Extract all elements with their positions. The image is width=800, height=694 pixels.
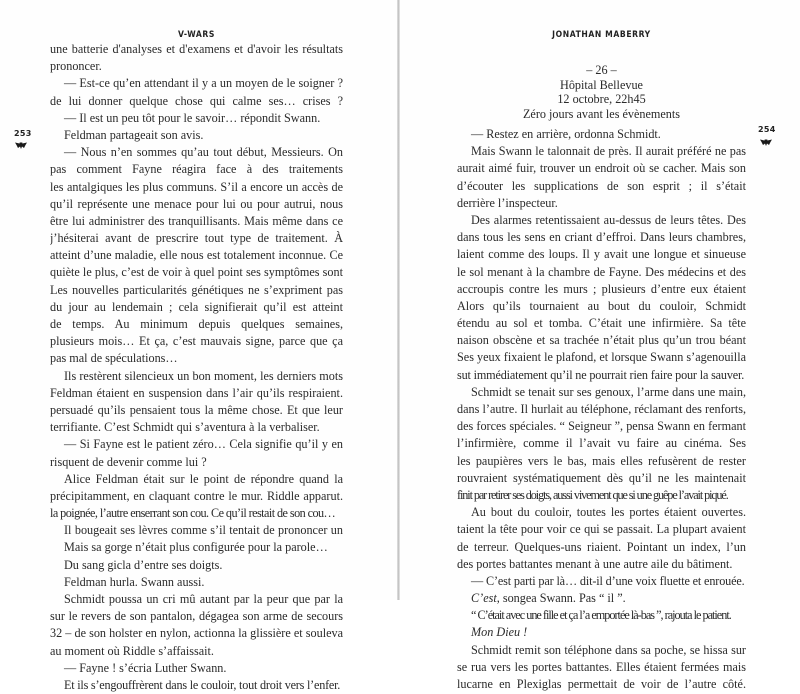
text-line: prononcer. [50, 59, 102, 74]
text-line: le sol menant à la chambre de Fayne. Des médecins et des [457, 264, 746, 279]
italic-text: Mon Dieu ! [471, 625, 528, 640]
text-line: persuadé qu’ils pensaient tous la même chose. Et que leur [50, 402, 343, 417]
text-line: Feldman étaient en suspension dans l’air qu’ils respiraient. [50, 385, 343, 400]
running-head-left: V-WARS [177, 30, 216, 40]
text-line: de lui donner quelque chose qui calme ses… crises ? [50, 93, 343, 108]
text-line: 32 – de son holster en nylon, actionna la glissière et souleva [50, 626, 343, 641]
text-line: aurait aimé fuir, trouver un endroit où se cacher. Mais son [457, 161, 746, 176]
chapter-location: Hôpital Bellevue [560, 77, 643, 92]
running-head-right: JONATHAN MABERRY [552, 30, 651, 40]
text-line: Et ils s’engouffrèrent dans le couloir, tout droit vers l’enfer. [64, 677, 341, 692]
text-line: des forces spéciales. “ Seigneur ”, pensa Swann en fermant [457, 419, 746, 434]
text-line: finit par retirer ses doigts, aussi vivement que si une guêpe l’avait piqué. [457, 487, 728, 502]
text-line: taient la tête pour voir ce qui se passait. La plupart avaient [457, 522, 746, 537]
text-line: les paupières vers le bas, mais elles refusèrent de rester [457, 453, 746, 468]
text-line: risquent de devenir comme lui ? [50, 454, 207, 469]
text-line: derrière l’inspecteur. [457, 195, 558, 210]
left-page [0, 0, 400, 692]
text-line: Les nouvelles particularités génétiques ne s’expriment pas [50, 282, 343, 297]
text-line: du jour au lendemain ; cela signifierait qu’il est atteint [50, 299, 343, 314]
chapter-number: – 26 – [586, 63, 617, 77]
text-line: — Nous n’en sommes qu’au tout début, Messieurs. On [64, 145, 343, 160]
text-line: étendu au sol et tomba. C’était une infirmière. Sa tête [457, 316, 746, 331]
text-line: de terreur. Quelques-uns riaient. Pointant un index, l’un [457, 539, 746, 554]
text-line: sur le revers de son pantalon, dégagea son arme de secours [50, 609, 343, 624]
text-line: Il bougeait ses lèvres comme s’il tentait de prononcer un [64, 523, 343, 538]
left-body-text [50, 41, 343, 694]
text-line: se rua vers les portes battantes. Elles étaient fermées mais [457, 659, 746, 674]
text-line: accroupis contre les murs ; plusieurs d’entre eux étaient [457, 281, 746, 296]
text-line: Au bout du couloir, toutes les portes étaient ouvertes. [471, 505, 746, 520]
text-line: atteint d’une maladie, elle nous est totalement inconnue. Ce [50, 248, 343, 263]
text-line: Du sang gicla d’entre ses doigts. [64, 557, 223, 572]
italic-text: C’est [471, 591, 497, 606]
chapter-countdown: Zéro jours avant les évènements [522, 106, 681, 121]
text-line: Des alarmes retentissaient au-dessus de leurs têtes. Des [471, 212, 746, 227]
page-number-left: 253 [14, 129, 32, 138]
text-line: terrifiante. C’est Schmidt qui s’aventura à la verbaliser. [50, 420, 320, 435]
text-line: Schmidt se tenait sur ses genoux, l’arme dans une main, [471, 384, 746, 399]
text-line: une batterie d'analyses et d'examens et d'avoir les résultats [50, 42, 343, 56]
text-line: pas mal de spéculations… [50, 351, 178, 366]
text-line: précipitamment, en claquant contre le mur. Riddle apparut. [50, 488, 343, 503]
text-line: — C’est parti par là… dit-il d’une voix fluette et enrouée. [471, 573, 745, 588]
text-span: , songea Swann. Pas “ il ”. [496, 591, 626, 606]
text-line: sut immédiatement qu’il ne pourrait rien faire pour la sauver. [457, 367, 745, 382]
text-line: au moment où Riddle s’affaissait. [50, 643, 214, 658]
text-line: — Fayne ! s’écria Luther Swann. [64, 660, 227, 675]
text-line: d’écouter les supplications de son esprit ; il s’était [457, 178, 746, 193]
text-line: quiète le plus, c’est de voir à quel point ses symptômes sont [50, 265, 343, 280]
bat-icon [15, 142, 27, 149]
text-line: laient comme des loups. Il y avait une longue et sinueuse [457, 247, 746, 262]
chapter-heading [457, 63, 746, 121]
text-line: l’infirmière, comme il l’avait vu faire au cinéma. Ses [457, 436, 746, 451]
right-page [400, 0, 800, 691]
text-line: dans tous les sens en criant d’effroi. Dans leurs chambres, [457, 230, 746, 245]
text-line: des portes battantes menant à une autre aile du bâtiment. [457, 556, 733, 571]
text-line: lucarne en Plexiglas permettait de voir de l’autre côté. [457, 677, 746, 691]
text-line: Mais Swann le talonnait de près. Il aurait préféré ne pas [471, 144, 746, 159]
text-line: — Est-ce qu’en attendant il y a un moyen de le soigner ? [64, 76, 343, 91]
chapter-datetime: 12 octobre, 22h45 [557, 92, 646, 107]
text-line: — Si Fayne est le patient zéro… Cela signifie qu’il y en [64, 437, 343, 452]
text-line: pas comment Fayne réagira face à des traitements [50, 162, 343, 177]
bat-icon [760, 139, 772, 146]
text-line: — Restez en arrière, ordonna Schmidt. [471, 127, 661, 141]
text-line: naison obscène et sa trachée n’était plus qu’un trou béant [457, 333, 746, 348]
text-line: Ses yeux fixaient le plafond, et lorsque Swann s’agenouilla [457, 350, 746, 365]
text-line: Alors qu’ils tournaient au bout du couloir, Schmidt [457, 298, 746, 313]
text-line: Schmidt poussa un cri mû autant par la peur que par la [64, 592, 343, 606]
text-line: être lui administrer des tranquillisants. Mais même dans ce [50, 213, 343, 228]
text-line: plusieurs mois… Et ça, c’est mauvais signe, parce que ça [50, 334, 343, 349]
text-line: Mais sa gorge n’était plus configurée pour la parole… [64, 540, 328, 555]
text-line: rouvraient systématiquement dès qu’il ne les maintenait [457, 470, 746, 485]
text-line [457, 624, 746, 641]
text-line: j’hésiterai avant de prescrire tout type de traitement. À [50, 231, 343, 246]
text-line: Alice Feldman était sur le point de répondre quand la [64, 471, 343, 486]
text-line: Feldman hurla. Swann aussi. [64, 574, 205, 589]
text-line: Feldman partageait son avis. [64, 127, 204, 142]
text-line: — Il est un peu tôt pour le savoir… répondit Swann. [64, 110, 321, 125]
text-line: “ C’était avec une fille et ça l’a emportée là-bas ”, rajouta le patient. [471, 608, 731, 623]
text-line: qu’il représente une menace pour lui ou pour autrui, nous [50, 196, 343, 211]
text-line: de temps. Au minimum depuis quelques semaines, [50, 317, 343, 331]
right-body-text [457, 126, 746, 693]
text-line: dans l’autre. Il hurlait au téléphone, réclamant des renforts, [457, 402, 746, 416]
text-line [457, 590, 746, 607]
text-line: les antalgiques les plus communs. S’il a encore un accès de [50, 179, 343, 194]
page-number-right: 254 [758, 125, 776, 134]
text-line: Ils restèrent silencieux un bon moment, les derniers mots [64, 368, 343, 383]
text-line: la poignée, l’autre enserrant son cou. Ce qu’il restait de son cou… [50, 506, 336, 521]
text-line: Schmidt remit son téléphone dans sa poche, se hissa sur [471, 642, 746, 657]
